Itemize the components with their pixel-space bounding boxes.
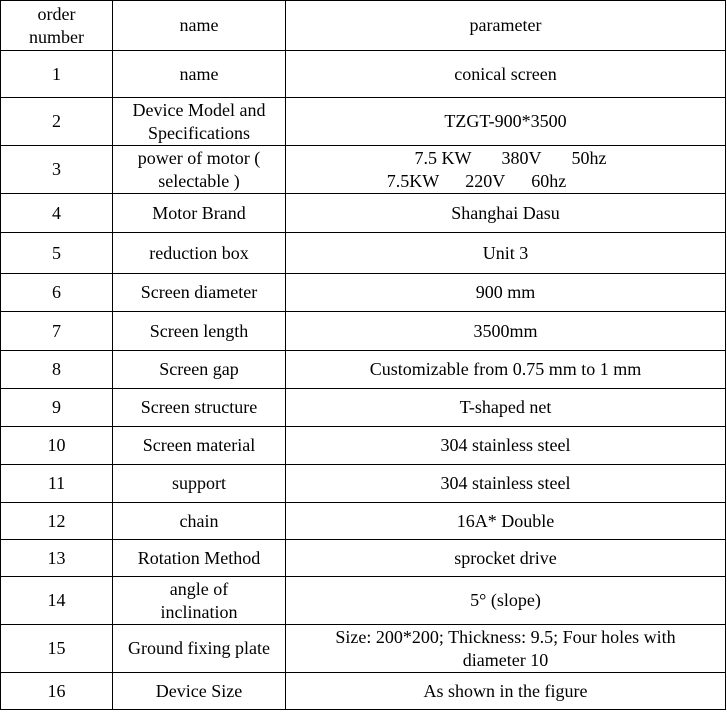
row-name: Rotation Method — [113, 540, 286, 577]
row-name: Device Model and Specifications — [113, 98, 286, 146]
table-row — [1, 625, 726, 673]
row-number: 10 — [1, 427, 113, 465]
row-number: 9 — [1, 389, 113, 427]
row-name: support — [113, 465, 286, 503]
row-number: 14 — [1, 577, 113, 625]
table-row — [1, 427, 726, 465]
table-row — [1, 673, 726, 710]
row-parameter: 304 stainless steel — [286, 427, 726, 465]
row-parameter: Size: 200*200; Thickness: 9.5; Four holes with diameter 10 — [286, 625, 726, 673]
table-row — [1, 351, 726, 389]
table-row — [1, 146, 726, 194]
motor-option-1-voltage: 380V — [501, 147, 542, 168]
row-name: chain — [113, 503, 286, 540]
row-parameter: 16A* Double — [286, 503, 726, 540]
row-parameter: sprocket drive — [286, 540, 726, 577]
table-row — [1, 51, 726, 98]
motor-option-2-frequency: 60hz — [531, 170, 567, 191]
row-name: Screen length — [113, 312, 286, 351]
row-parameter: conical screen — [286, 51, 726, 98]
row-parameter: Shanghai Dasu — [286, 194, 726, 233]
table-row — [1, 465, 726, 503]
motor-option-1 — [290, 147, 721, 170]
header-parameter: parameter — [286, 1, 726, 51]
row-number: 6 — [1, 274, 113, 312]
row-number: 7 — [1, 312, 113, 351]
table-row — [1, 577, 726, 625]
row-name: name — [113, 51, 286, 98]
header-order-number: order number — [1, 1, 113, 51]
table-header-row — [1, 1, 726, 51]
row-number: 11 — [1, 465, 113, 503]
row-number: 1 — [1, 51, 113, 98]
row-parameter: TZGT-900*3500 — [286, 98, 726, 146]
row-parameter: Unit 3 — [286, 233, 726, 274]
row-name: Screen material — [113, 427, 286, 465]
row-parameter: 900 mm — [286, 274, 726, 312]
row-name: reduction box — [113, 233, 286, 274]
row-parameter: 304 stainless steel — [286, 465, 726, 503]
row-number: 3 — [1, 146, 113, 194]
table-row — [1, 194, 726, 233]
table-row — [1, 540, 726, 577]
table-row — [1, 389, 726, 427]
row-name: Screen diameter — [113, 274, 286, 312]
row-name: Device Size — [113, 673, 286, 710]
row-parameter: As shown in the figure — [286, 673, 726, 710]
row-name: power of motor ( selectable ) — [113, 146, 286, 194]
motor-option-2-voltage: 220V — [465, 170, 506, 191]
row-number: 2 — [1, 98, 113, 146]
table-row — [1, 233, 726, 274]
row-parameter: T-shaped net — [286, 389, 726, 427]
row-parameter — [286, 146, 726, 194]
row-number: 13 — [1, 540, 113, 577]
table-row — [1, 98, 726, 146]
row-name: Motor Brand — [113, 194, 286, 233]
table-row — [1, 274, 726, 312]
row-parameter: 5° (slope) — [286, 577, 726, 625]
motor-option-2 — [290, 170, 721, 193]
row-number: 12 — [1, 503, 113, 540]
row-parameter: Customizable from 0.75 mm to 1 mm — [286, 351, 726, 389]
table-row — [1, 503, 726, 540]
motor-option-1-power: 7.5 KW — [414, 147, 472, 168]
row-number: 5 — [1, 233, 113, 274]
row-number: 16 — [1, 673, 113, 710]
motor-option-1-frequency: 50hz — [571, 147, 607, 168]
row-number: 4 — [1, 194, 113, 233]
row-number: 8 — [1, 351, 113, 389]
row-name: Screen structure — [113, 389, 286, 427]
row-name: angle of inclination — [113, 577, 286, 625]
table-row — [1, 312, 726, 351]
row-parameter: 3500mm — [286, 312, 726, 351]
row-name: Screen gap — [113, 351, 286, 389]
motor-option-2-power: 7.5KW — [386, 170, 440, 191]
row-number: 15 — [1, 625, 113, 673]
row-name: Ground fixing plate — [113, 625, 286, 673]
header-name: name — [113, 1, 286, 51]
